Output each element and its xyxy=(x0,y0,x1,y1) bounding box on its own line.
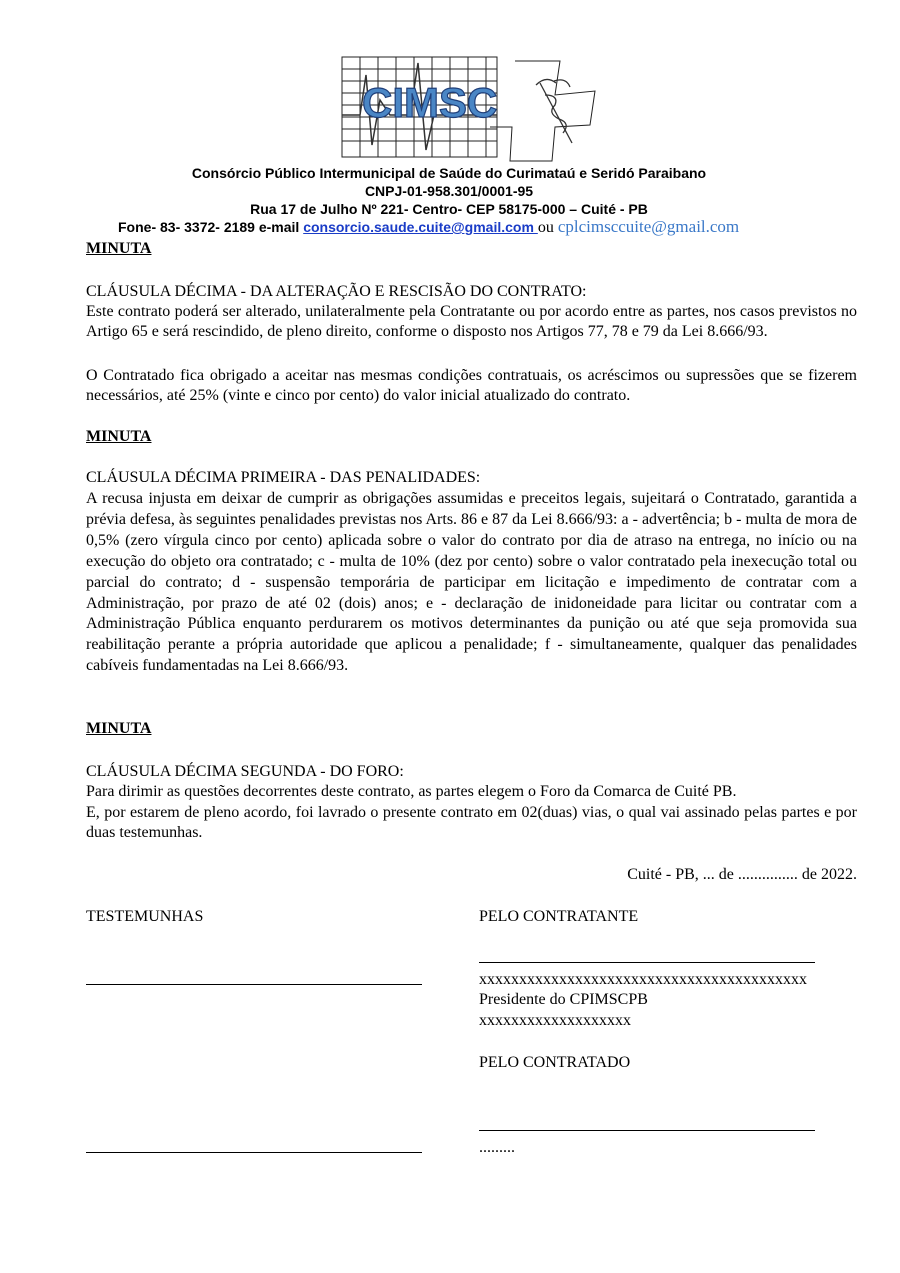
date-line: Cuité - PB, ... de ............... de 2022. xyxy=(627,866,857,883)
witness-signature-line xyxy=(86,984,422,985)
contracted-label: PELO CONTRATADO xyxy=(479,1054,631,1071)
contractor-label: PELO CONTRATANTE xyxy=(479,908,639,925)
contact-line xyxy=(118,218,878,237)
phone: Fone- 83- 3372- 2189 e-mail xyxy=(118,219,304,235)
clause-title: CLÁUSULA DÉCIMA - DA ALTERAÇÃO E RESCISÃO DO CONTRATO: xyxy=(86,283,587,300)
cnpj: CNPJ-01-958.301/0001-95 xyxy=(364,183,534,199)
clause-title: CLÁUSULA DÉCIMA PRIMEIRA - DAS PENALIDADES: xyxy=(86,469,481,486)
witnesses-label: TESTEMUNHAS xyxy=(86,908,204,925)
clause-title: CLÁUSULA DÉCIMA SEGUNDA - DO FORO: xyxy=(86,763,404,780)
contracted-name: ......... xyxy=(479,1139,515,1156)
contracted-signature-line xyxy=(479,1130,815,1131)
clause-paragraph: A recusa injusta em deixar de cumprir as obrigações assumidas e preceitos legais, sujeitará o Contratado, garantida a prévia defesa, às seguintes penalidades previstas nos Arts. 86 e 87 da Lei 8.666/93: a - advertência; b - multa de mora de 0,5% (zero vírgula cinco por cento) aplicada sobre o valor do contrato por dia de atraso na entrega, no início ou na execução do objeto ora contratado; c - multa de 10% (dez por cento) sobre o valor contratado pela inexecução total ou parcial do contrato; d - suspensão temporária de participar em licitação e impedimento de contratar com a Administração, por prazo de até 02 (dois) anos; e - declaração de inidoneidade para licitar ou contratar com a Administração Pública enquanto perdurarem os motivos determinantes da punição ou até que seja promovida sua reabilitação perante a própria autoridade que aplicou a penalidade; f - simultaneamente, qualquer das penalidades cabíveis fundamentadas na Lei 8.666/93. xyxy=(86,490,857,675)
contractor-id: xxxxxxxxxxxxxxxxxxx xyxy=(479,1012,631,1029)
contractor-signature-line xyxy=(479,962,815,963)
minuta-heading: MINUTA xyxy=(86,428,152,445)
email-primary-link[interactable]: consorcio.saude.cuite@gmail.com xyxy=(303,219,538,235)
or-word: ou xyxy=(537,219,558,236)
email-secondary-link[interactable]: cplcimsccuite@gmail.com xyxy=(557,217,740,236)
clause-paragraph: Este contrato poderá ser alterado, unilateralmente pela Contratante ou por acordo entre as partes, nos casos previstos no Artigo 65 e será rescindido, de pleno direito, conforme o disposto nos Artigos 77, 78 e 79 da Lei 8.666/93. xyxy=(86,303,857,340)
minuta-heading: MINUTA xyxy=(86,240,152,257)
contractor-role: Presidente do CPIMSCPB xyxy=(479,991,648,1008)
witness-signature-line xyxy=(86,1152,422,1153)
cimsc-logo xyxy=(340,55,605,165)
clause-paragraph: Para dirimir as questões decorrentes deste contrato, as partes elegem o Foro da Comarca de Cuité PB. xyxy=(86,783,737,800)
minuta-heading: MINUTA xyxy=(86,720,152,737)
address: Rua 17 de Julho Nº 221- Centro- CEP 58175-000 – Cuité - PB xyxy=(250,201,648,217)
logo-text: CIMSC xyxy=(362,79,498,126)
org-name: Consórcio Público Intermunicipal de Saúde do Curimataú e Seridó Paraibano xyxy=(191,165,707,181)
contractor-name: xxxxxxxxxxxxxxxxxxxxxxxxxxxxxxxxxxxxxxxxx xyxy=(479,971,807,988)
clause-paragraph: E, por estarem de pleno acordo, foi lavrado o presente contrato em 02(duas) vias, o qual vai assinado pelas partes e por duas testemunhas. xyxy=(86,804,857,841)
clause-paragraph: O Contratado fica obrigado a aceitar nas mesmas condições contratuais, os acréscimos ou supressões que se fizerem necessários, até 25% (vinte e cinco por cento) do valor inicial atualizado do contrato. xyxy=(86,367,857,404)
